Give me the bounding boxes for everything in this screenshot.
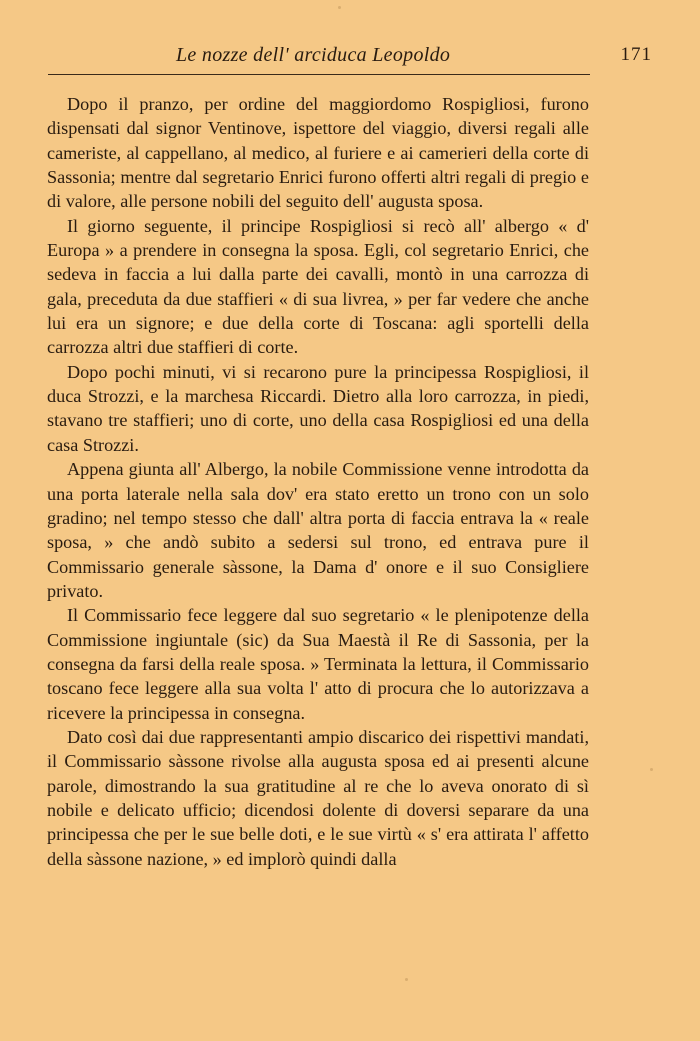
page-number: 171 bbox=[620, 44, 652, 65]
paper-speck bbox=[650, 768, 653, 771]
paragraph: Dato così dai due rappresentanti ampio discarico dei rispettivi mandati, il Commissario sàssone rivolse alla augusta sposa ed ai presenti alcune parole, dimostrando la sua gratitudine al re che lo aveva onorato di sì nobile e delicato ufficio; dicendosi dolente di doversi separare da una principessa che per le sue belle doti, e le sue virtù « s' era attirata l' affetto della sàssone nazione, » ed implorò quindi dalla bbox=[47, 726, 589, 869]
paragraph: Dopo pochi minuti, vi si recarono pure la principessa Rospigliosi, il duca Strozzi, e la marchesa Riccardi. Dietro alla loro carrozza, in piedi, stavano tre staffieri; uno di corte, uno della casa Rospigliosi ed una della casa Strozzi. bbox=[47, 361, 589, 455]
running-title: Le nozze dell' arciduca Leopoldo bbox=[176, 44, 451, 66]
page-header bbox=[48, 44, 652, 75]
paragraph: Il Commissario fece leggere dal suo segretario « le plenipotenze della Commissione ingiuntale (sic) da Sua Maestà il Re di Sassonia, per la consegna da farsi della reale sposa. » Terminata la lettura, il Commissario toscano fece leggere alla sua volta l' atto di procura che lo autorizzava a ricevere la principessa in consegna. bbox=[47, 605, 589, 723]
paragraph: Dopo il pranzo, per ordine del maggiordomo Rospigliosi, furono dispensati dal signor Ventinove, ispettore del viaggio, diversi regali alle cameriste, al cappellano, al medico, al furiere e ai camerieri della corte di Sassonia; mentre dal segretario Enrici furono offerti altri regali di pregio e di valore, alle persone nobili del seguito dell' augusta sposa. bbox=[47, 94, 589, 212]
paper-speck bbox=[338, 6, 341, 9]
paragraph: Il giorno seguente, il principe Rospigliosi si recò all' albergo « d' Europa » a prendere in consegna la sposa. Egli, col segretario Enrici, che sedeva in faccia a lui dalla parte dei cavalli, montò in una carrozza di gala, preceduta da due staffieri « di sua livrea, » per far vedere che anche lui era un signore; e due della corte di Toscana: agli sportelli della carrozza altri due staffieri di corte. bbox=[47, 215, 589, 358]
body-text bbox=[47, 92, 589, 871]
paragraph: Appena giunta all' Albergo, la nobile Commissione venne introdotta da una porta laterale nella sala dov' era stato eretto un trono con un solo gradino; nel tempo stesso che dall' altra porta di faccia entrava la « reale sposa, » che andò subito a sedersi sul trono, ed entrava pure il Commissario generale sàssone, la Dama d' onore e il suo Consigliere privato. bbox=[47, 459, 589, 601]
paper-speck bbox=[405, 978, 408, 981]
